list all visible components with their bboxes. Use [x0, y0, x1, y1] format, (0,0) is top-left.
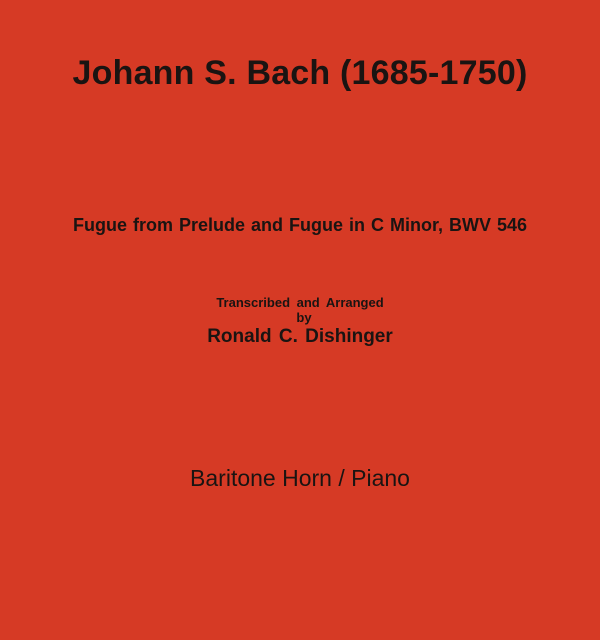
- composer-heading: Johann S. Bach (1685-1750): [72, 54, 528, 92]
- instrumentation-label: Baritone Horn / Piano: [190, 465, 410, 491]
- arrangement-by-label: by: [296, 310, 312, 325]
- work-title: Fugue from Prelude and Fugue in C Minor, BWV 546: [72, 215, 528, 235]
- arranger-name: Ronald C. Dishinger: [207, 326, 393, 347]
- arrangement-credit-label: Transcribed and Arranged: [216, 295, 384, 310]
